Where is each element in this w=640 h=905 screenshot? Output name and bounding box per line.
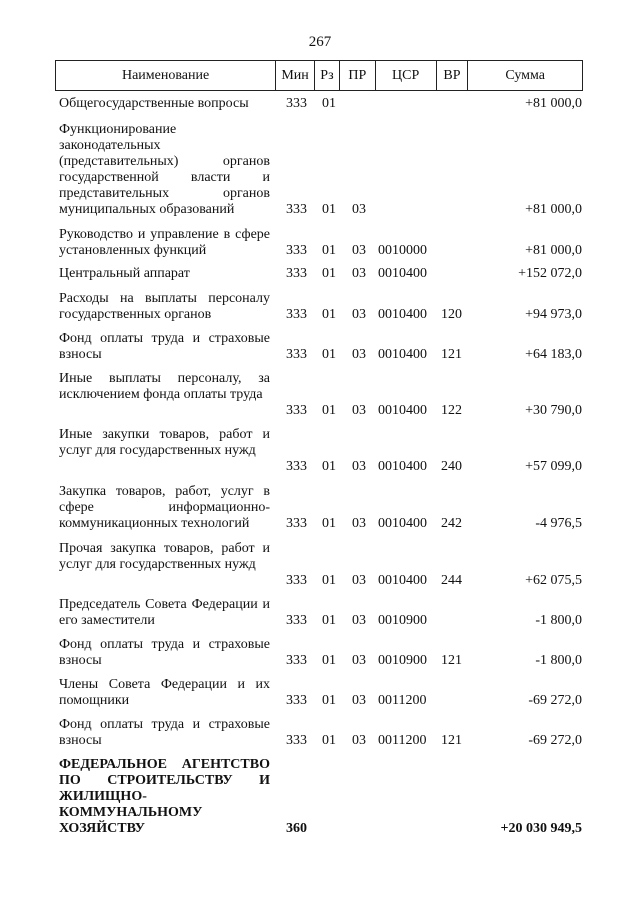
row-vr: 121 bbox=[441, 653, 462, 668]
row-pr: 03 bbox=[352, 573, 366, 588]
page-number: 267 bbox=[308, 34, 332, 50]
row-csr: 0010400 bbox=[378, 403, 427, 418]
row-min: 333 bbox=[286, 403, 307, 418]
row-pr: 03 bbox=[352, 653, 366, 668]
row-rz: 01 bbox=[322, 403, 336, 418]
row-rz: 01 bbox=[322, 307, 336, 322]
header-sum: Сумма bbox=[505, 67, 546, 83]
row-name: Фонд оплаты труда и страховые взносы bbox=[59, 331, 270, 362]
row-vr: 244 bbox=[441, 573, 462, 588]
header-rz: Рз bbox=[315, 61, 340, 90]
row-csr: 0011200 bbox=[378, 733, 427, 748]
row-min: 333 bbox=[286, 516, 307, 531]
row-vr: 121 bbox=[441, 347, 462, 362]
row-pr: 03 bbox=[352, 403, 366, 418]
row-csr: 0010900 bbox=[378, 613, 427, 628]
row-name: Члены Совета Федерации и их помощники bbox=[59, 677, 270, 708]
row-min: 333 bbox=[286, 347, 307, 362]
row-name: Иные выплаты персоналу, за исключением фонда оплаты труда bbox=[59, 371, 270, 402]
row-name: Фонд оплаты труда и страховые взносы bbox=[59, 637, 270, 668]
row-csr: 0010000 bbox=[378, 243, 427, 258]
table-row bbox=[0, 371, 640, 419]
row-min: 333 bbox=[286, 459, 307, 474]
table-row bbox=[0, 227, 640, 259]
table-row bbox=[0, 597, 640, 629]
row-name: Функционирование законодательных (представительных) органов государственной власти и представительных органов муниципальных образований bbox=[59, 122, 270, 217]
row-sum: +152 072,0 bbox=[518, 266, 582, 281]
row-sum: -1 800,0 bbox=[535, 613, 582, 628]
row-sum: +30 790,0 bbox=[525, 403, 582, 418]
row-rz: 01 bbox=[322, 693, 336, 708]
header-vr: ВР bbox=[437, 61, 469, 90]
row-name: Фонд оплаты труда и страховые взносы bbox=[59, 717, 270, 748]
row-min: 360 bbox=[286, 821, 307, 836]
row-min: 333 bbox=[286, 653, 307, 668]
table-row bbox=[0, 331, 640, 363]
header-pr: ПР bbox=[340, 61, 376, 90]
table-row bbox=[0, 677, 640, 709]
row-csr: 0010400 bbox=[378, 459, 427, 474]
row-name: Общегосударственные вопросы bbox=[59, 96, 249, 111]
row-name: Председатель Совета Федерации и его заместители bbox=[59, 597, 270, 628]
row-pr: 03 bbox=[352, 613, 366, 628]
row-csr: 0010400 bbox=[378, 516, 427, 531]
row-sum: +64 183,0 bbox=[525, 347, 582, 362]
row-name: Руководство и управление в сфере установленных функций bbox=[59, 227, 270, 258]
row-sum: +81 000,0 bbox=[525, 96, 582, 111]
row-pr: 03 bbox=[352, 347, 366, 362]
row-rz: 01 bbox=[322, 653, 336, 668]
row-sum: -1 800,0 bbox=[535, 653, 582, 668]
row-min: 333 bbox=[286, 693, 307, 708]
row-name: Расходы на выплаты персоналу государственных органов bbox=[59, 291, 270, 322]
row-rz: 01 bbox=[322, 266, 336, 281]
row-sum: -69 272,0 bbox=[528, 693, 582, 708]
row-name: Прочая закупка товаров, работ и услуг для государственных нужд bbox=[59, 541, 270, 572]
row-sum: +81 000,0 bbox=[525, 243, 582, 258]
row-vr: 120 bbox=[441, 307, 462, 322]
table-row bbox=[0, 427, 640, 475]
row-sum: +94 973,0 bbox=[525, 307, 582, 322]
row-rz: 01 bbox=[322, 516, 336, 531]
row-csr: 0010400 bbox=[378, 266, 427, 281]
row-rz: 01 bbox=[322, 613, 336, 628]
row-min: 333 bbox=[286, 96, 307, 111]
table-header bbox=[55, 60, 583, 91]
row-min: 333 bbox=[286, 573, 307, 588]
row-pr: 03 bbox=[352, 202, 366, 217]
table-row bbox=[0, 757, 640, 837]
row-vr: 240 bbox=[441, 459, 462, 474]
table-row bbox=[0, 266, 640, 282]
table-row bbox=[0, 291, 640, 323]
row-csr: 0010400 bbox=[378, 307, 427, 322]
row-pr: 03 bbox=[352, 266, 366, 281]
row-rz: 01 bbox=[322, 459, 336, 474]
row-pr: 03 bbox=[352, 459, 366, 474]
row-sum: -69 272,0 bbox=[528, 733, 582, 748]
row-vr: 121 bbox=[441, 733, 462, 748]
row-sum: +20 030 949,5 bbox=[500, 821, 582, 836]
row-rz: 01 bbox=[322, 347, 336, 362]
header-name: Наименование bbox=[56, 61, 276, 90]
row-rz: 01 bbox=[322, 243, 336, 258]
row-rz: 01 bbox=[322, 96, 336, 111]
table-row bbox=[0, 637, 640, 669]
row-name: Закупка товаров, работ, услуг в сфере информационно-коммуникационных технологий bbox=[59, 484, 270, 531]
row-rz: 01 bbox=[322, 573, 336, 588]
row-csr: 0010400 bbox=[378, 573, 427, 588]
row-rz: 01 bbox=[322, 202, 336, 217]
table-row bbox=[0, 484, 640, 532]
row-min: 333 bbox=[286, 613, 307, 628]
table-row bbox=[0, 541, 640, 589]
row-vr: 122 bbox=[441, 403, 462, 418]
header-csr: ЦСР bbox=[376, 61, 437, 90]
row-min: 333 bbox=[286, 243, 307, 258]
row-pr: 03 bbox=[352, 693, 366, 708]
row-min: 333 bbox=[286, 307, 307, 322]
row-csr: 0010900 bbox=[378, 653, 427, 668]
row-name: Иные закупки товаров, работ и услуг для государственных нужд bbox=[59, 427, 270, 458]
row-csr: 0011200 bbox=[378, 693, 427, 708]
row-name: Центральный аппарат bbox=[59, 266, 190, 281]
row-rz: 01 bbox=[322, 733, 336, 748]
row-pr: 03 bbox=[352, 733, 366, 748]
table-row bbox=[0, 122, 640, 218]
row-sum: +57 099,0 bbox=[525, 459, 582, 474]
row-sum: +62 075,5 bbox=[525, 573, 582, 588]
row-vr: 242 bbox=[441, 516, 462, 531]
header-min: Мин bbox=[276, 61, 315, 90]
row-sum: -4 976,5 bbox=[535, 516, 582, 531]
row-pr: 03 bbox=[352, 516, 366, 531]
row-csr: 0010400 bbox=[378, 347, 427, 362]
table-row bbox=[0, 717, 640, 749]
row-min: 333 bbox=[286, 202, 307, 217]
row-min: 333 bbox=[286, 266, 307, 281]
row-min: 333 bbox=[286, 733, 307, 748]
row-sum: +81 000,0 bbox=[525, 202, 582, 217]
row-pr: 03 bbox=[352, 307, 366, 322]
row-pr: 03 bbox=[352, 243, 366, 258]
table-row bbox=[0, 96, 640, 112]
row-name: ФЕДЕРАЛЬНОЕ АГЕНТСТВО ПО СТРОИТЕЛЬСТВУ И ЖИЛИЩНО-КОММУНАЛЬНОМУ ХОЗЯЙСТВУ bbox=[59, 757, 270, 836]
